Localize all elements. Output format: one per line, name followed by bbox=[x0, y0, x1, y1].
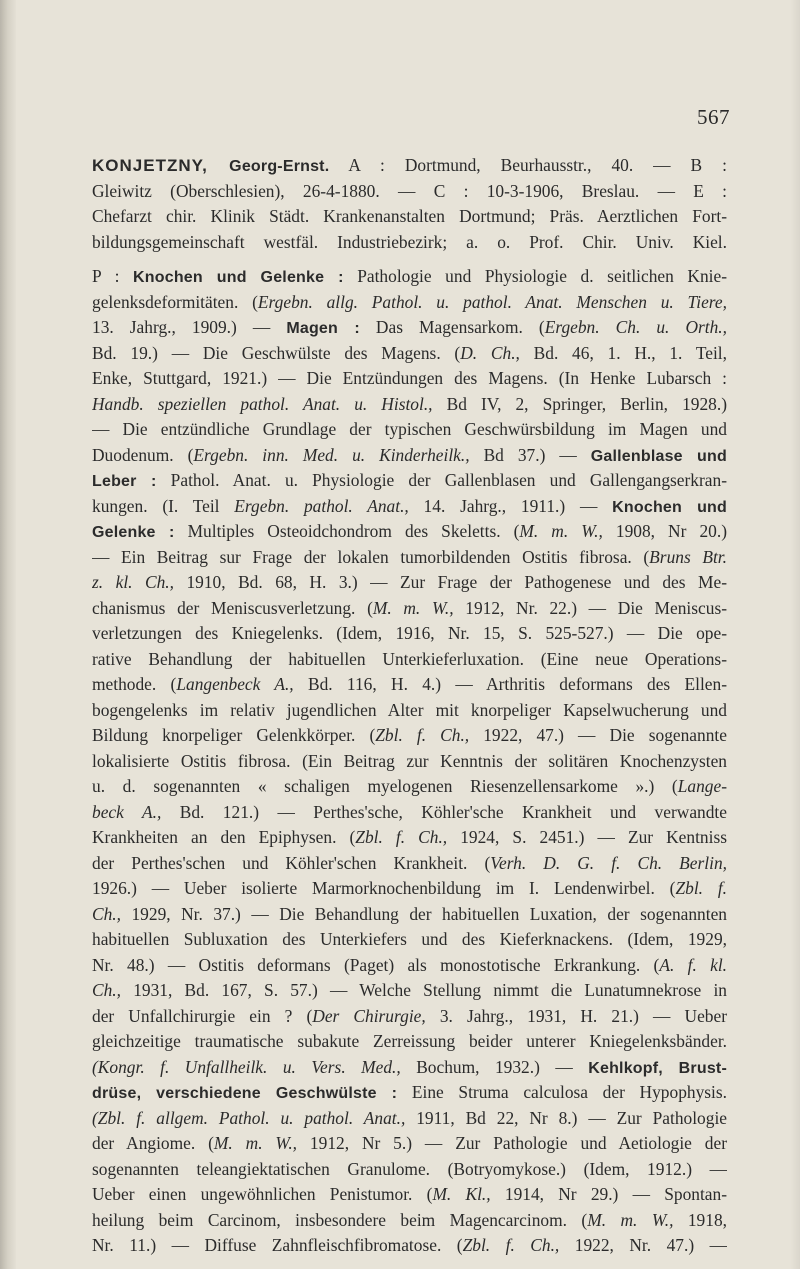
body-text: 1912, Nr. 22.) — Die Meniscus- bbox=[453, 597, 727, 618]
text-line bbox=[92, 1182, 727, 1208]
heading-text: Knochen und Gelenke : bbox=[133, 269, 344, 286]
citation-text: (Zbl. f. allgem. Pathol. u. pathol. Anat., bbox=[92, 1107, 406, 1128]
body-text: 1911, Bd 22, Nr 8.) — Zur Pathologie bbox=[405, 1107, 727, 1128]
body-text: Nr. 48.) — Ostitis deformans (Paget) als monostotische Erkrankung. ( bbox=[92, 954, 660, 975]
text-line bbox=[92, 851, 727, 877]
text-line bbox=[92, 749, 727, 775]
body-text: Bildung knorpeliger Gelenkkörper. ( bbox=[92, 725, 376, 745]
text-line bbox=[92, 1131, 727, 1157]
text-line bbox=[92, 1106, 727, 1132]
body-text: — Ein Beitrag sur Frage der lokalen tumorbildenden Ostitis fibrosa. ( bbox=[92, 546, 650, 567]
citation-text: (Kongr. f. Unfallheilk. u. Vers. Med., bbox=[92, 1056, 401, 1077]
body-text: verletzungen des Kniegelenks. (Idem, 1916, Nr. 15, S. 525-527.) — Die ope- bbox=[92, 623, 727, 643]
text-line bbox=[92, 978, 727, 1004]
page-edge-shadow bbox=[790, 0, 800, 1269]
body-text: Multiples Osteoidchondrom des Skeletts. ( bbox=[174, 521, 520, 541]
body-text: Eine Struma calculosa der Hypophysis. bbox=[397, 1082, 727, 1102]
body-text: Bd. 116, H. 4.) — Arthritis deformans des Ellen- bbox=[293, 674, 727, 694]
text-line bbox=[92, 315, 727, 341]
citation-text: Ch., bbox=[92, 903, 121, 924]
text-line bbox=[92, 621, 727, 647]
text-line bbox=[92, 1157, 727, 1183]
body-text: Bd. 46, 1. H., 1. Teil, bbox=[519, 342, 727, 363]
citation-text: Zbl. f. bbox=[675, 878, 727, 898]
body-text: Das Magensarkom. ( bbox=[359, 317, 545, 337]
body-text: 1922, 47.) — Die sogenannte bbox=[469, 725, 727, 745]
citation-text: z. kl. Ch., bbox=[92, 572, 174, 592]
text-line bbox=[92, 1029, 727, 1055]
text-line bbox=[92, 774, 727, 800]
citation-text: M. m. W., bbox=[213, 1133, 298, 1153]
body-text: 1926.) — Ueber isolierte Marmorknochenbildung im I. Lendenwirbel. ( bbox=[92, 878, 676, 898]
text-line bbox=[92, 153, 727, 179]
body-text: Gleiwitz (Oberschlesien), 26-4-1880. — C : 10-3-1906, Breslau. — E : bbox=[92, 180, 727, 201]
text-line bbox=[92, 1004, 727, 1030]
heading-text: Georg-Ernst. bbox=[229, 158, 330, 175]
citation-text: D. Ch., bbox=[460, 342, 520, 363]
body-text: 3. Jahrg., 1931, H. 21.) — Ueber bbox=[425, 1005, 727, 1026]
text-line bbox=[92, 230, 727, 256]
text-line bbox=[92, 902, 727, 928]
text-line bbox=[92, 1208, 727, 1234]
citation-text: M. m. W., bbox=[372, 597, 454, 618]
body-text: 1908, Nr 20.) bbox=[602, 521, 727, 541]
body-text: bogengelenks im relativ jugendlichen Alter mit knorpeliger Kapselwucherung und bbox=[92, 699, 727, 720]
body-text: 1924, S. 2451.) — Zur Kentniss bbox=[447, 827, 727, 847]
text-line bbox=[92, 179, 727, 205]
body-text: Nr. 11.) — Diffuse Zahnfleischfibromatose. ( bbox=[92, 1235, 463, 1255]
body-text: Bd. 121.) — Perthes'sche, Köhler'sche Krankheit und verwandte bbox=[161, 801, 727, 822]
text-line bbox=[92, 290, 727, 316]
body-text: der Unfallchirurgie ein ? ( bbox=[92, 1005, 313, 1026]
citation-text: A. f. kl. bbox=[659, 954, 727, 975]
citation-text: Ergebn. pathol. Anat., bbox=[234, 495, 409, 516]
body-text: — Die entzündliche Grundlage der typischen Geschwürsbildung im Magen und bbox=[92, 419, 727, 439]
text-line bbox=[92, 341, 727, 367]
text-line bbox=[92, 825, 727, 851]
heading-text: Kehlkopf, Brust- bbox=[588, 1059, 727, 1077]
body-text: 1931, Bd. 167, S. 57.) — Welche Stellung nimmt die Lunatumnekrose in bbox=[121, 980, 727, 1000]
body-text: der Angiome. ( bbox=[92, 1133, 214, 1153]
body-text: Chefarzt chir. Klinik Städt. Krankenanstalten Dortmund; Präs. Aerztlichen Fort- bbox=[92, 206, 727, 226]
text-line bbox=[92, 723, 727, 749]
page-spine-shadow bbox=[0, 0, 16, 1269]
text-line bbox=[92, 392, 727, 418]
citation-text: M. m. W., bbox=[519, 521, 603, 541]
body-text: 14. Jahrg., 1911.) — bbox=[408, 495, 613, 516]
body-text: P : bbox=[92, 266, 134, 286]
page-number: 567 bbox=[697, 105, 730, 129]
body-text: habituellen Subluxation des Unterkiefers und des Kieferknackens. (Idem, 1929, bbox=[92, 929, 727, 949]
body-text: sogenannten teleangiektatischen Granulome. (Botryomykose.) (Idem, 1912.) — bbox=[92, 1158, 727, 1179]
citation-text: Bruns Btr. bbox=[649, 546, 727, 567]
text-line bbox=[92, 264, 727, 290]
heading-text: drüse, verschiedene Geschwülste : bbox=[92, 1085, 398, 1102]
body-text: A : Dortmund, Beurhausstr., 40. — B : bbox=[329, 155, 727, 175]
body-text: 1912, Nr 5.) — Zur Pathologie und Aetiologie der bbox=[297, 1133, 727, 1153]
citation-text: Verh. D. G. f. Ch. Berlin, bbox=[490, 852, 727, 873]
text-line bbox=[92, 417, 727, 443]
text-line bbox=[92, 1233, 727, 1259]
text-line bbox=[92, 927, 727, 953]
citation-text: Langenbeck A., bbox=[176, 674, 294, 694]
text-line bbox=[92, 1080, 727, 1106]
text-line bbox=[92, 1055, 727, 1081]
text-line bbox=[92, 800, 727, 826]
body-text: u. d. sogenannten « schaligen myelogenen Riesenzellensarkome ».) ( bbox=[92, 776, 678, 796]
body-text: 1918, bbox=[673, 1209, 727, 1230]
citation-text: Zbl. f. Ch., bbox=[355, 827, 448, 847]
body-text: Bochum, 1932.) — bbox=[400, 1056, 589, 1077]
body-text: 1914, Nr 29.) — Spontan- bbox=[490, 1184, 727, 1204]
body-text: methode. ( bbox=[92, 674, 177, 694]
text-line bbox=[92, 443, 727, 469]
citation-text: Ch., bbox=[92, 980, 121, 1000]
citation-text: Zbl. f. Ch., bbox=[462, 1235, 560, 1255]
body-text: gleichzeitige traumatische subakute Zerreissung beider unterer Kniegelenksbänder. bbox=[92, 1031, 727, 1051]
text-line bbox=[92, 953, 727, 979]
text-line bbox=[92, 468, 727, 494]
heading-text: Leber : bbox=[92, 473, 157, 490]
text-line bbox=[92, 876, 727, 902]
text-line bbox=[92, 366, 727, 392]
text-line bbox=[92, 494, 727, 520]
citation-text: M. Kl., bbox=[432, 1184, 491, 1204]
body-text: lokalisierte Ostitis fibrosa. (Ein Beitrag zur Kenntnis der solitären Knochenzysten bbox=[92, 750, 727, 771]
body-text: chanismus der Meniscusverletzung. ( bbox=[92, 597, 373, 618]
citation-text: M. m. W., bbox=[587, 1209, 674, 1230]
paragraph-gap bbox=[92, 255, 727, 264]
body-text: 1929, Nr. 37.) — Die Behandlung der habituellen Luxation, der sogenannten bbox=[121, 903, 727, 924]
body-text: Duodenum. ( bbox=[92, 444, 194, 465]
citation-text: Ergebn. Ch. u. Orth., bbox=[544, 317, 727, 337]
body-text: bildungsgemeinschaft westfäl. Industriebezirk; a. o. Prof. Chir. Univ. Kiel. bbox=[92, 231, 727, 252]
body-text: rative Behandlung der habituellen Unterkieferluxation. (Eine neue Operations- bbox=[92, 648, 727, 669]
biography-entry-text bbox=[92, 153, 727, 1259]
citation-text: Handb. speziellen pathol. Anat. u. Histol., bbox=[92, 393, 433, 414]
text-line bbox=[92, 596, 727, 622]
text-line bbox=[92, 545, 727, 571]
citation-text: Lange- bbox=[677, 776, 727, 796]
citation-text: Zbl. f. Ch., bbox=[375, 725, 470, 745]
body-text: Bd 37.) — bbox=[469, 444, 591, 465]
citation-text: beck A., bbox=[92, 801, 162, 822]
heading-text: KONJETZNY, bbox=[92, 156, 230, 175]
body-text: 1910, Bd. 68, H. 3.) — Zur Frage der Pathogenese und des Me- bbox=[173, 572, 727, 592]
text-line bbox=[92, 698, 727, 724]
body-text: Bd. 19.) — Die Geschwülste des Magens. ( bbox=[92, 342, 461, 363]
body-text: kungen. (I. Teil bbox=[92, 495, 235, 516]
body-text: 1922, Nr. 47.) — bbox=[559, 1235, 727, 1255]
heading-text: Knochen und bbox=[612, 498, 727, 516]
body-text: Ueber einen ungewöhnlichen Penistumor. ( bbox=[92, 1184, 433, 1204]
text-line bbox=[92, 647, 727, 673]
body-text: Enke, Stuttgard, 1921.) — Die Entzündungen des Magens. (In Henke Lubarsch : bbox=[92, 368, 727, 388]
citation-text: Der Chirurgie, bbox=[312, 1005, 426, 1026]
body-text: Bd IV, 2, Springer, Berlin, 1928.) bbox=[432, 393, 727, 414]
body-text: Pathologie und Physiologie d. seitlichen Knie- bbox=[343, 266, 727, 286]
body-text: gelenksdeformitäten. ( bbox=[92, 291, 258, 312]
text-line bbox=[92, 570, 727, 596]
heading-text: Gallenblase und bbox=[590, 447, 727, 465]
text-line bbox=[92, 672, 727, 698]
body-text: 13. Jahrg., 1909.) — bbox=[92, 317, 287, 337]
text-line bbox=[92, 204, 727, 230]
heading-text: Magen : bbox=[286, 320, 360, 337]
citation-text: Ergebn. inn. Med. u. Kinderheilk., bbox=[193, 444, 470, 465]
body-text: der Perthes'schen und Köhler'schen Krankheit. ( bbox=[92, 852, 491, 873]
citation-text: Ergebn. allg. Pathol. u. pathol. Anat. Menschen u. Tiere, bbox=[257, 291, 727, 312]
text-line bbox=[92, 519, 727, 545]
heading-text: Gelenke : bbox=[92, 524, 175, 541]
body-text: Krankheiten an den Epiphysen. ( bbox=[92, 827, 356, 847]
body-text: Pathol. Anat. u. Physiologie der Gallenblasen und Gallengangserkran- bbox=[156, 470, 727, 490]
body-text: heilung beim Carcinom, insbesondere beim Magencarcinom. ( bbox=[92, 1209, 588, 1230]
